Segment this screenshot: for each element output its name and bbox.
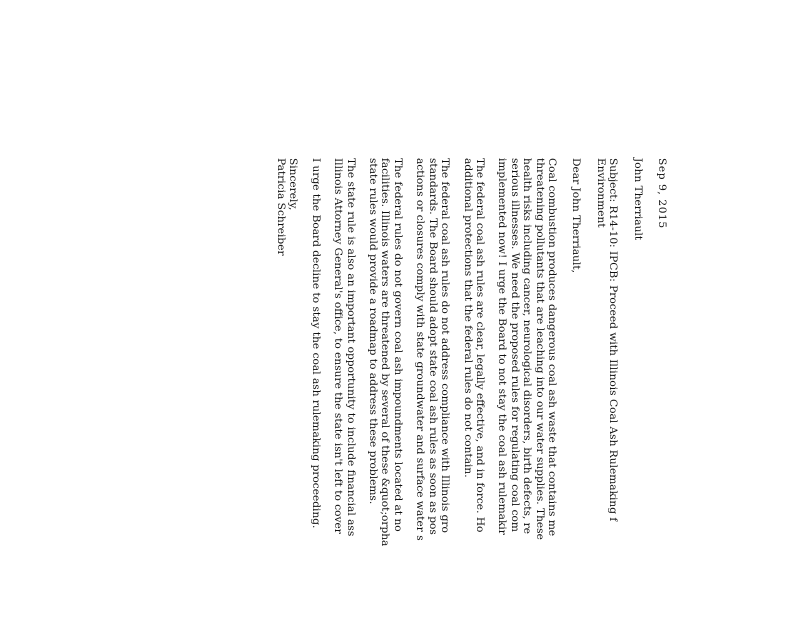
paragraph-line: The federal coal ash rules are clear, legally effective, and in force. Ho bbox=[473, 158, 486, 533]
letter-signature: Patricia Schreiber bbox=[275, 158, 288, 256]
paragraph-line: The state rule is also an important opportunity to include financial ass bbox=[344, 158, 357, 537]
body-paragraph bbox=[461, 158, 486, 628]
paragraph-line: facilities. Illinois waters are threatened by several of these &quot;orpha bbox=[379, 158, 392, 547]
paragraph-line: actions or closures comply with state groundwater and surface water s bbox=[414, 158, 427, 541]
paragraph-line: additional protections that the federal rules do not contain. bbox=[461, 158, 474, 478]
paragraph-line: The federal coal ash rules do not address compliance with Illinois gro bbox=[439, 158, 452, 533]
paragraph-line: state rules would provide a roadmap to address these problems. bbox=[367, 158, 380, 505]
subject-line: Environment bbox=[594, 158, 607, 228]
paragraph-line: standards. The Board should adopt state coal ash rules as soon as pos bbox=[426, 158, 439, 535]
body-paragraph bbox=[414, 158, 451, 628]
paragraph-line: I urge the Board decline to stay the coal ash rulemaking proceeding. bbox=[309, 158, 322, 529]
letter-recipient: John Therriault bbox=[631, 158, 644, 241]
paragraph-line: Illinois Attorney General's office, to ensure the state isn't left to cover bbox=[332, 158, 345, 534]
letter-salutation: Dear John Therriault, bbox=[570, 158, 583, 273]
letter-body bbox=[275, 158, 668, 628]
letter-date: Sep 9, 2015 bbox=[656, 158, 668, 229]
paragraph-line: Coal combustion produces dangerous coal ash waste that contains me bbox=[545, 158, 558, 537]
body-paragraph bbox=[367, 158, 404, 628]
body-paragraph bbox=[309, 158, 321, 628]
letter-closing: Sincerely, bbox=[287, 158, 300, 211]
paragraph-line: health risks including cancer, neurological disorders, birth defects, re bbox=[521, 158, 534, 535]
subject-line: Subject: R14-10: IPCB: Proceed with Illinois Coal Ash Rulemaking f bbox=[607, 158, 620, 522]
body-paragraph bbox=[332, 158, 357, 628]
paragraph-line: The federal rules do not govern coal ash impoundments located at no bbox=[391, 158, 404, 532]
letter-subject bbox=[594, 158, 619, 628]
paragraph-line: serious illnesses. We need the proposed rules for regulating coal com bbox=[508, 158, 521, 532]
paragraph-line: implemented now! I urge the Board to not stay the coal ash rulemakir bbox=[496, 158, 509, 535]
paragraph-line: threatening pollutants that are leaching into our water supplies. These bbox=[533, 158, 546, 540]
body-paragraph bbox=[496, 158, 558, 628]
